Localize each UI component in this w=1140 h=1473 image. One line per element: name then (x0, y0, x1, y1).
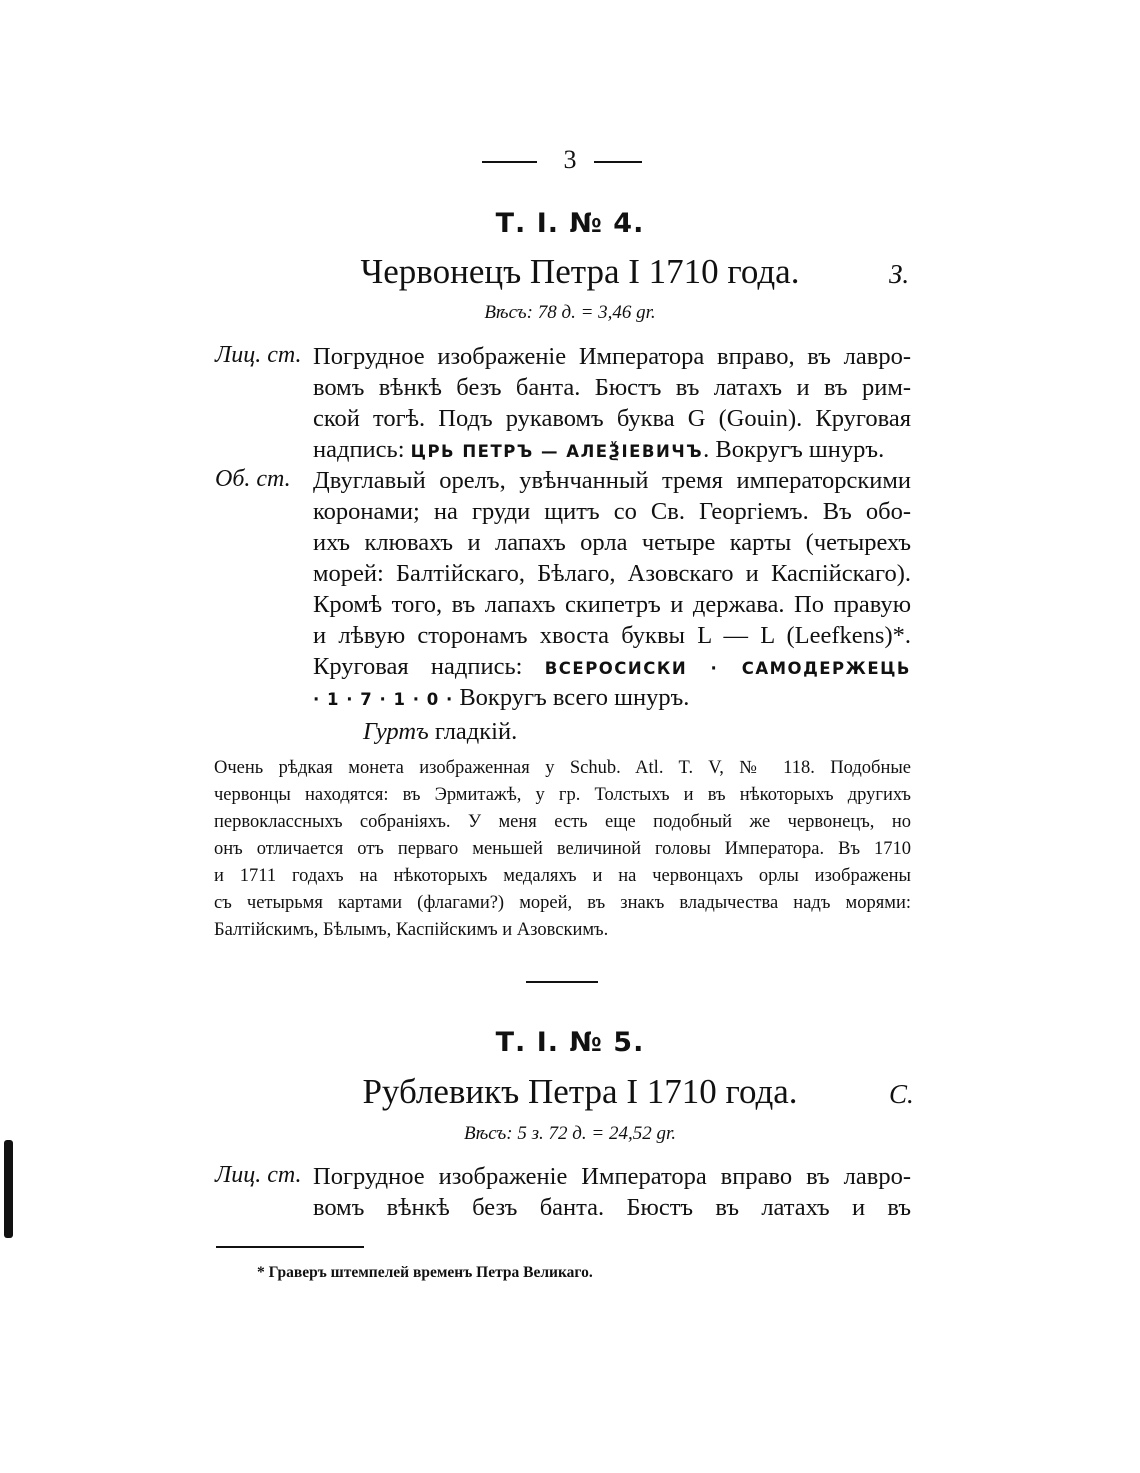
entry-4-edge (363, 718, 517, 746)
text-line: морей: Балтійскаго, Бѣлаго, Азовскаго и Каспійскаго). (313, 560, 911, 587)
entry-4-reverse-label: Об. ст. (215, 466, 291, 492)
entry-5-obverse-label: Лиц. ст. (215, 1162, 302, 1188)
text-line: ской тогѣ. Подъ рукавомъ буква G (Gouin). Круговая (313, 405, 911, 432)
page-number: 3 (563, 145, 577, 174)
note-line: червонцы находятся: въ Эрмитажѣ, у гр. Толстыхъ и въ нѣкоторыхъ другихъ (214, 785, 911, 805)
entry-5-obverse-text (313, 1161, 911, 1223)
entry-5-grade: С. (889, 1079, 914, 1109)
note-line: онъ отличается отъ перваго меньшей величиной головы Императора. Въ 1710 (214, 839, 911, 859)
entry-4-obverse-label: Лиц. ст. (215, 342, 302, 368)
text-line: коронами; на груди щитъ со Св. Георгіемъ. Въ обо- (313, 498, 911, 525)
text-line: и лѣвую сторонамъ хвоста буквы L — L (Leefkens)*. (313, 622, 911, 649)
entry-4-weight: Вѣсъ: 78 д. = 3,46 gr. (484, 302, 656, 323)
entry-4-note (214, 755, 911, 944)
text-line (313, 434, 911, 465)
page-number-rule-right (594, 161, 642, 163)
note-line: первоклассныхъ собраніяхъ. У меня есть еще подобный же червонецъ, но (214, 812, 911, 832)
reverse-date: · 1 · 7 · 1 · 0 · (313, 690, 454, 709)
binding-mark (4, 1140, 13, 1238)
legend-suffix: . Вокругъ шнуръ. (703, 436, 885, 463)
entry-4-title: Червонецъ Петра I 1710 года. (360, 252, 800, 291)
entry-4-obverse-text (313, 341, 911, 465)
section-separator (526, 981, 598, 983)
text-line (313, 682, 911, 713)
entry-5-title: Рублевикъ Петра I 1710 года. (362, 1072, 798, 1111)
reverse-inscription: ВСЕРОСИСКИ · САМОДЕРЖЕЦЬ (544, 659, 911, 678)
entry-4-grade: З. (889, 259, 910, 289)
note-line: съ четырьмя картами (флагами?) морей, въ знакъ владычества надъ морями: (214, 893, 911, 913)
note-line: Балтійскимъ, Бѣлымъ, Каспійскимъ и Азовскимъ. (214, 920, 609, 940)
edge-text: гладкій. (428, 718, 518, 745)
text-line: Погрудное изображеніе Императора вправо въ лавро- (313, 1163, 911, 1190)
entry-5-weight: Вѣсъ: 5 з. 72 д. = 24,52 gr. (463, 1123, 677, 1144)
note-line: Очень рѣдкая монета изображенная у Schub. Atl. T. V, № 118. Подобные (214, 758, 911, 778)
text-line: ихъ клювахъ и лапахъ орла четыре карты (четырехъ (313, 529, 911, 556)
text-line: вомъ вѣнкѣ безъ банта. Бюстъ въ латахъ и въ рим- (313, 374, 911, 401)
text-line: Погрудное изображеніе Императора вправо, въ лавро- (313, 343, 911, 370)
entry-4-heading: Т. I. № 4. (495, 208, 645, 239)
footnote-rule (216, 1246, 364, 1248)
edge-label: Гуртъ (363, 718, 429, 745)
obverse-inscription: ЦРЬ ПЕТРЪ — АЛЕѮІЕВИЧЪ (410, 442, 704, 461)
text-line (313, 651, 911, 682)
legend-prefix: Круговая надпись: (313, 653, 545, 680)
legend-prefix: надпись: (313, 436, 411, 463)
footnote: * Граверъ штемпелей временъ Петра Великаго. (257, 1264, 593, 1281)
text-line: Кромѣ того, въ лапахъ скипетръ и держава. По правую (313, 591, 911, 618)
text-line: вомъ вѣнкѣ безъ банта. Бюстъ въ латахъ и въ (313, 1194, 911, 1221)
entry-5-heading: Т. I. № 5. (495, 1027, 645, 1058)
note-line: и 1711 годахъ на нѣкоторыхъ медаляхъ и на червонцахъ орлы изображены (214, 866, 911, 886)
legend-suffix: Вокругъ всего шнуръ. (453, 684, 690, 711)
text-line: Двуглавый орелъ, увѣнчанный тремя императорскими (313, 467, 911, 494)
entry-4-reverse-text (313, 465, 911, 713)
